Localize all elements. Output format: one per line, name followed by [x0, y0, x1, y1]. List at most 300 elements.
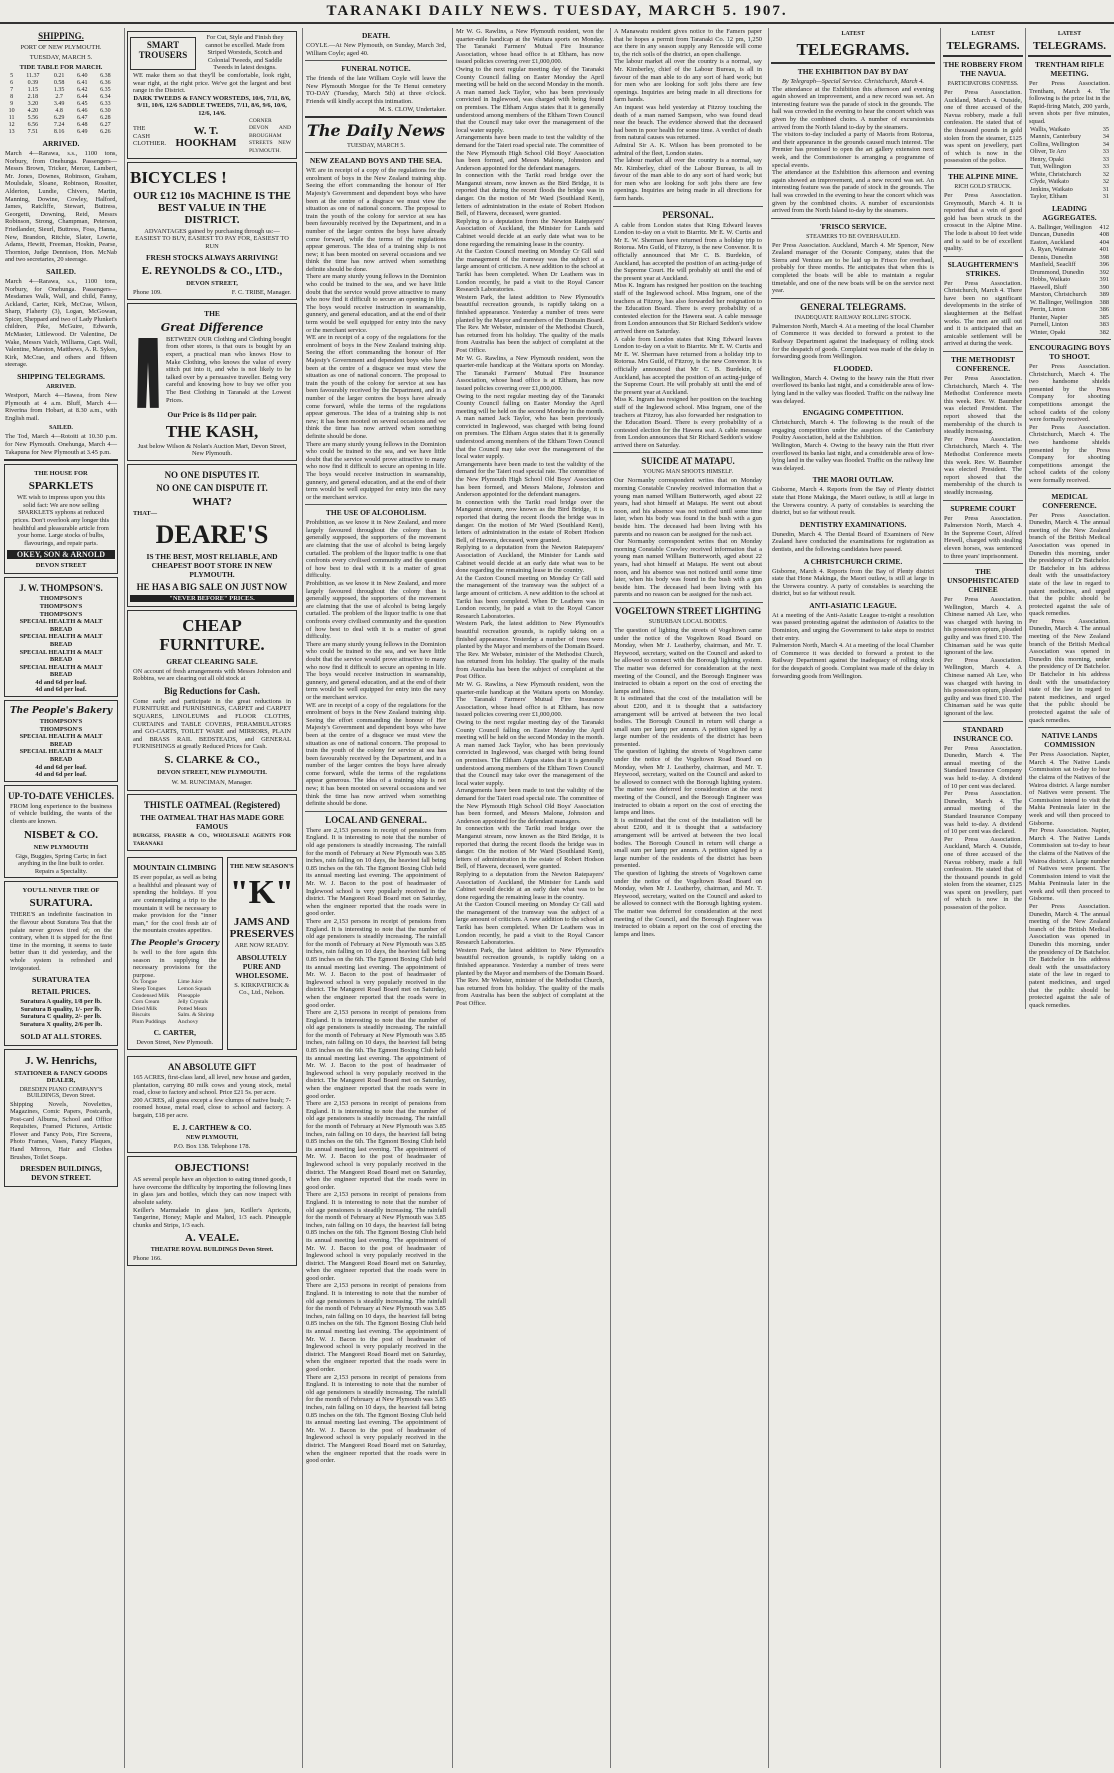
score-value: 386: [1099, 306, 1109, 314]
personal-text4: Miss K. Ingram has resigned her position on the teaching staff of the Inglewood school. Miss Ingram, one of the teachers at Fitzroy, has also forwarded her resignation to the Education Board. There is every probability of a contested election for the Hawera seat. A cable message from London announces that Sir Richard Seddon's widow arrived there on Saturday.: [614, 396, 762, 449]
col5-text4: Admiral Sir A. K. Wilson has been promoted to be admiral of the fleet, London states.: [614, 141, 762, 157]
col4-text7: Western Park, the latest addition to New Plymouth's beautiful recreation grounds, is rapidly taking on a finished appearance. Yesterday a number of trees were planted by the Mayor and members of the Domain Board. The Rev. Mr Webster, minister of the Methodist Church, has returned from his holiday. The quality of the mails from Australia has been the subject of complaint at the Post Office.: [456, 293, 605, 354]
score-row: [1030, 276, 1109, 284]
grocery-item: Salm. & Shrimp: [177, 1012, 215, 1019]
tide-row: [5, 87, 117, 94]
paper-title: The Daily News: [306, 121, 446, 141]
score-value: 389: [1099, 291, 1109, 299]
thistle-agents: BURGESS, FRASER & CO., WHOLESALE AGENTS FOR TARANAKI: [133, 833, 291, 847]
score-name: Haswell, Bluff: [1030, 283, 1067, 291]
tide-cell: 7: [10, 87, 14, 93]
thompson-title: J. W. THOMPSON'S.: [19, 583, 103, 594]
tide-row: [5, 129, 117, 136]
telegrams-arrived-title: ARRIVED.: [46, 384, 76, 391]
grocery-item: Corn Cream: [132, 999, 160, 1006]
tide-cell: 6.34: [100, 94, 111, 100]
henrichs-addr: DRESDEN PIANO COMPANY'S BUILDINGS, Devon Street.: [19, 1086, 103, 1099]
vogel-text4: It is estimated that the cost of the installation will be about £200, and it is thought that a satisfactory arrangement will be arrived at between the two local bodies. The Borough Council in return will charge a small sum per lamp per annum. A petition signed by a large number of the residents of the district has been presented.: [614, 816, 762, 870]
cheap-sub: GREAT CLEARING SALE.: [166, 656, 258, 666]
list-item: 4d and 6d per loaf.: [35, 678, 87, 686]
tide-row: [5, 122, 117, 129]
col4-text6: At the Caxton Council meeting on Monday Cr Gill said the management of the tramway was the subject of a large amount of criticism. A new addition to the school at Tariki has been completed. When Dr Leathem was in London recently, he paid a visit to the Royal Cancer Research Laboratories.: [456, 248, 604, 294]
leading-title: LEADING AGGREGATES.: [1042, 203, 1097, 222]
score-row: [1030, 156, 1109, 164]
thistle-title: THISTLE OATMEAL (Registered): [143, 800, 281, 810]
col7-latest: LATEST: [971, 31, 995, 37]
general-text: Palmerston North, March 4. At a meeting of the local Chamber of Commerce it was decided to forward a protest to the Railway Department against the inadequacy of rolling stock for the despatch of goods. Complaint was made of the delay in forwarding goods from Wellington.: [772, 322, 934, 361]
chinee-text: Per Press Association. Wellington, March 4. A Chinese named Ah Lee, who was charged with having in his possession opium, pleaded guilty and was fined £10. The Chinaman said he was quite ignorant of the law.: [944, 596, 1022, 657]
score-row: [1030, 261, 1109, 269]
medical-title: MEDICAL CONFERENCE.: [1042, 491, 1097, 510]
score-row: [1030, 239, 1109, 247]
column-4: [452, 28, 607, 1768]
col4-text19: Replying to a deputation from the Newton Ratepayers' Association of Auckland, the Minister for Lands said Cabinet would decide at an early date what was to be done regarding the remaining lease in the country.: [456, 870, 604, 901]
vogel-text: The question of lighting the streets of Vogeltown came under the notice of the Vogeltown Road Board on Monday, when Mr J. Leatherby, chairman, and Mr. T. Heywood, secretary, waited on the Council and asked to be allowed to connect with the Borough lighting system. The matter was deferred for consideration at the next meeting of the Council, and the Borough Engineer was instructed to obtain a report on the cost of erecting the lamps and lines.: [614, 626, 762, 695]
score-value: 408: [1099, 231, 1109, 239]
editorial-text3: WE are in receipt of a copy of the regulations for the enrolment of boys in the New Zealand training ship. Seeing the effort commanding the honour of Her Majesty's Government and dependent boys who have been at the centre of a disgrace we must view the situation as one of national concern. The proposal to train the youth of the colony for service at sea has been favourably received by the Department, and in a number of the larger centres the boys have already come forward, while the terms of the regulations appear generous. The idea of a training ship is not new; it has been mooted on several occasions and we think the time has now arrived when something definite should be done.: [306, 334, 446, 440]
col4-text9: Owing to the next regular meeting day of the Taranaki County Council falling on Easter Monday the April meeting will be held on the second Monday in the month. A man named Jack Taylor, who has been previously convicted in Inglewood, was charged with being found on premises. The Eltham Argus states that it is generally understood among members of the Eltham Town Council that the Council may take over the management of the local water supply.: [456, 392, 604, 461]
col4-text12: Replying to a deputation from the Newton Ratepayers' Association of Auckland, the Minister for Lands said Cabinet would decide at an early date what was to be done regarding the remaining lease in the country.: [456, 544, 604, 575]
tide-cell: 6.38: [100, 73, 111, 79]
crime-text: Gisborne, March 4. Reports from the Bay of Plenty district state that Hone Makinga, the Maori outlaw, is still at large in the Urewera country. A party of constables is searching the district, but so far without result.: [772, 567, 934, 598]
climb-text2: Is well to the fore again this season in supplying the necessary provisions for the purpose.: [133, 948, 217, 979]
list-item: THOMPSON'S: [39, 718, 83, 726]
tide-cell: 3.20: [27, 101, 39, 107]
col4-text10: Arrangements have been made to test the validity of the demand for the Taieri road special rate. The committee of the New Plymouth High School Old Boys' Association has been formed, and Messrs Malone, Johnston and Anderson appointed for the defendant managers.: [456, 460, 604, 499]
col5-text3: An inquest was held yesterday at Fitzroy touching the death of a man named Sampson, who was found dead near the beach. The evidence showed that the deceased had been in poor health for some time. A verdict of death from natural causes was returned.: [614, 103, 762, 142]
encouraging-text2: Per Press Association. Christchurch, March 4. The two handsome shields presented by the Press Company for shooting competitions amongst the school cadets of the colony were formally received.: [1029, 423, 1110, 484]
grocery-item: Sheep Tongues: [132, 985, 166, 992]
jams-maker: S. KIRKPATRICK & Co., Ltd., Nelson.: [234, 981, 290, 997]
list-item: SPECIAL HEALTH & MALT BREAD: [19, 648, 103, 664]
editorial-text4: There are many sturdy young fellows in the Dominion who could be trained to the sea, and we have little doubt that the service would prove attractive to many who now find it difficult to secure an opening in life. The boys would receive instruction in seamanship, gunnery, and general education, and at the end of their term would be well equipped for entry into the navy or the merchant service.: [306, 440, 446, 501]
grocery-item: Lime Juice: [177, 979, 203, 986]
score-value: 33: [1102, 148, 1109, 156]
suratura-text: THERE'S an indefinite fascination in the flavour about Suratura Tea that the palate never grows tired of; on the contrary, when it is sipped for the first time in the morning, it seems to taste better than it did yesterday, and the whole system is refreshed and invigorated.: [10, 911, 112, 972]
anti-text: At a meeting of the Anti-Asiatic League to-night a resolution was passed protesting against the admission of Asiatics to the Dominion, and urging the Government to take steps to restrict their entry.: [772, 611, 934, 642]
deare-line1: NO ONE DISPUTES IT.: [164, 470, 260, 481]
masthead: TARANAKI DAILY NEWS. TUESDAY, MARCH 5. 1907.: [0, 0, 1114, 24]
tide-cell: 6.29: [53, 115, 65, 121]
tide-row: [5, 108, 117, 115]
tide-row: [5, 94, 117, 101]
carthew-addr: NEW PLYMOUTH,: [185, 1134, 238, 1141]
arrived-text: March 4—Rarawa, s.s., 1100 tons, Norbury, from Onehunga. Passengers—Messrs Brown, Tricker, Mercer, Lambert, Mr. Jones, Downes, Robinson, Graham, Moulsdale, Sloane, Robinson, Rossiter, Alderton, Lundie, Chivers, Martin, Manning, Dowine, Cowley, Halford, James, Ratcliffe, Stewart, Buttress, Georgetti, Downing, Reid, Messrs Robinson, Strong, Champman, Peterson, Friedlander, Sieurl, Buttress, Foss, Hanna, New, Brandon, Ritchie, Slater, Lowrie, Adams, Hewitt, Freeman, Hoskin, Pearse, Thornton, Judge Dennison, Hon. McNab and two secretaries, 20 steerage.: [5, 150, 117, 264]
tide-cell: 6.42: [76, 87, 88, 93]
absolute-text: 165 ACRES, first-class land, all level, new house and garden, plantation, carrying 80 milk cows and young stock, metal road, close to factory and school. Price £21 5s. per acre.: [133, 1074, 291, 1097]
score-value: 385: [1099, 313, 1109, 321]
score-name: Winter, Opaki: [1030, 328, 1066, 336]
score-name: Wallis, Waikato: [1030, 125, 1070, 133]
jams-k: "K": [229, 874, 294, 912]
score-value: 392: [1099, 268, 1109, 276]
list-item: THOMPSON'S: [39, 602, 83, 610]
col4-text17: Arrangements have been made to test the validity of the demand for the Taieri road special rate. The committee of the New Plymouth High School Old Boys' Association has been formed, and Messrs Malone, Johnston and Anderson appointed for the defendant managers.: [456, 787, 604, 825]
tide-cell: 6: [10, 80, 14, 86]
deare-ad: [127, 464, 297, 607]
score-value: 383: [1099, 321, 1109, 329]
tide-cell: 2.18: [27, 94, 39, 100]
reynolds-phone: Phone 109.: [133, 289, 162, 297]
tide-cell: 6.28: [100, 115, 111, 121]
tide-cell: 6.40: [76, 73, 88, 79]
veale-phone: Phone 166.: [133, 1255, 162, 1263]
tide-cell: 6.26: [100, 129, 111, 135]
clarke-ad: [127, 610, 297, 791]
grocery-item: Dried Milk: [132, 1005, 158, 1012]
vogel-text3: The question of lighting the streets of Vogeltown came under the notice of the Vogeltown Road Board on Monday, when Mr J. Leatherby, chairman, and Mr. T. Heywood, secretary, waited on the Council and asked to be allowed to connect with the Borough lighting system. The matter was deferred for consideration at the next meeting of the Council, and the Borough Engineer was instructed to obtain a report on the cost of erecting the lamps and lines.: [614, 748, 762, 817]
col4-text8: Mr W. G. Rawlins, a New Plymouth resident, won the quarter-mile handicap at the Waitara sports on Monday. The Taranaki Farmers' Mutual Fire Insurance Association, whose head office is at Eltham, has now issued policies covering over £1,000,000.: [456, 354, 604, 392]
score-value: 32: [1102, 170, 1109, 178]
score-name: Duncan, Dunedin: [1030, 231, 1075, 239]
list-item: SPECIAL HEALTH & MALT BREAD: [19, 733, 103, 748]
alpine-title: THE ALPINE MINE.: [948, 171, 1018, 181]
reynolds-title: E. REYNOLDS & CO., LTD.,: [141, 265, 283, 278]
col4-text14: Western Park, the latest addition to New Plymouth's beautiful recreation grounds, is rapidly taking on a finished appearance. Yesterday a number of trees were planted by the Mayor and members of the Domain Board. The Rev. Mr Webster, minister of the Methodist Church, has returned from his holiday. The quality of the mails from Australia has been the subject of complaint at the Post Office.: [456, 620, 605, 681]
kash-name: THE KASH,: [165, 421, 259, 441]
tide-cell: 6.36: [100, 80, 111, 86]
engaging-text: Christchurch, March 4. The following is the result of the engaging competition under the auspices of the Canterbury Poultry Association, held at the Exhibition.: [772, 419, 934, 442]
funeral-undertaker: M. S. CLOW, Undertaker.: [378, 105, 446, 113]
clarke-name: S. CLARKE & CO.,: [164, 754, 260, 766]
col4-text3: Arrangements have been made to test the validity of the demand for the Taieri road special rate. The committee of the New Plymouth High School Old Boys' Association has been formed, and Messrs Malone, Johnston and Anderson appointed for the defendant managers.: [456, 134, 604, 172]
col4-text15: Mr W. G. Rawlins, a New Plymouth resident, won the quarter-mile handicap at the Waitara sports on Monday. The Taranaki Farmers' Mutual Fire Insurance Association, whose head office is at Eltham, has now issued policies covering over £1,000,000.: [456, 681, 604, 719]
okey-title: OKEY, SON & ARNOLD: [7, 550, 115, 559]
score-name: Easton, Auckland: [1030, 238, 1075, 246]
chinee-title: THE UNSOPHISTICATED CHINEE: [947, 567, 1019, 595]
tide-cell: 10: [8, 108, 15, 114]
col5-text1: A Manawatu resident gives notice to the Famers paper that he hopes a permit from Taranaki Co. 12 pm, 1,250 ace there in any season supply any Renoside will come to, the rich soils of the district, an open challenge.: [614, 28, 762, 58]
anti-title: ANTI-ASIATIC LEAGUE.: [809, 600, 897, 610]
retail-title: RETAIL PRICES.: [31, 987, 91, 997]
score-value: 34: [1102, 133, 1109, 141]
score-value: 398: [1099, 253, 1109, 261]
native-text2: Per Press Association. Napier, March 4. The Native Lands Commission sat to-day to hear the claims of the Natives of the Wairoa district. A large number of Natives were present. The Commission intend to visit the Mahia Peninsula later in the week and will then proceed to Gisborne.: [1029, 827, 1110, 903]
methodist-text2: Per Press Association. Christchurch, March 4. The Methodist Conference meets this week. Rev. W. Baumber was elected President. The report showed that the membership of the church is steadily increasing.: [944, 435, 1022, 496]
score-name: Drummond, Dunedin: [1030, 268, 1084, 276]
methodist-text: Per Press Association. Christchurch, March 4. The Methodist Conference meets this week. Rev. W. Baumber was elected President. The report showed that the membership of the church is steadily increasing.: [944, 375, 1022, 436]
score-row: [1030, 291, 1109, 299]
nisbet-sub: NEW PLYMOUTH: [33, 843, 89, 851]
col4-text1: Mr W. G. Rawlins, a New Plymouth resident, won the quarter-mile handicap at the Waitara sports on Monday. The Taranaki Farmers' Mutual Fire Insurance Association, whose head office is at Eltham, has now issued policies covering over £1,000,000.: [456, 28, 604, 66]
score-row: [1030, 224, 1109, 232]
col6-latest: LATEST: [841, 31, 865, 37]
carter-name: C. CARTER,: [153, 1028, 197, 1038]
col4-text2: Owing to the next regular meeting day of the Taranaki County Council falling on Easter Monday the April meeting will be held on the second Monday in the month. A man named Jack Taylor, who has been previously convicted in Inglewood, was charged with being found on premises. The Eltham Argus states that it is generally understood among members of the Eltham Town Council that the Council may take over the management of the local water supply.: [456, 65, 604, 134]
vogel-sub: SUBURBAN LOCAL BODIES.: [648, 618, 728, 625]
score-name: Henry, Opaki: [1030, 155, 1064, 163]
score-name: Clyde, Waikato: [1030, 178, 1069, 186]
score-name: Oliver, Te Aro: [1030, 148, 1067, 156]
alpine-sub: RICH GOLD STRUCK.: [954, 183, 1012, 190]
shipping-telegrams-title: SHIPPING TELEGRAMS.: [17, 372, 105, 382]
native-text: Per Press Association. Napier, March 4. The Native Lands Commission sat to-day to hear the claims of the Natives of the Wairoa district. A large number of Natives were present. The Commission intend to visit the Mahia Peninsula later in the week and will then proceed to Gisborne.: [1029, 751, 1110, 827]
alcohol-text2: Prohibition, as we know it in New Zealand, and more largely favoured throughout the colony than is generally supposed, the supporters of the movement are claiming that the use of alcohol is being largely curtailed. The problem of the liquor traffic is one that confronts every civilised community and the question of how best to deal with it is a matter of great difficulty.: [306, 580, 446, 641]
matapu-title: SUICIDE AT MATAPU.: [641, 456, 735, 467]
vogel-text2: It is estimated that the cost of the installation will be about £200, and it is thought that a satisfactory arrangement will be arrived at between the two local bodies. The Borough Council in return will charge a small sum per lamp per annum. A petition signed by a large number of the residents of the district has been presented.: [614, 695, 762, 748]
navua-text: Per Press Association. Auckland, March 4. Outside, one of three accused of the Navua robbery, made a full confession. He stated that of the thousand pounds in gold stolen from the steamer, £125 was spent on jewellery, part of which is now in the possession of the police.: [944, 89, 1022, 165]
score-name: Collins, Wellington: [1030, 140, 1080, 148]
score-value: 391: [1099, 276, 1109, 284]
dental-title: DENTISTRY EXAMINATIONS.: [799, 519, 907, 529]
col4-text20: At the Caxton Council meeting on Monday Cr Gill said the management of the tramway was the subject of a large amount of criticism. A new addition to the school at Tariki has been completed. When Dr Leathem was in London recently, he paid a visit to the Royal Cancer Research Laboratories.: [456, 901, 604, 947]
col5-text2: The labour market all over the country is a normal, say Mr. Kimberley, chief of the Labour Bureau, is all in favour of the man able to do any sort of hard work; but for men who are looking for soft jobs there are few openings. Inquiries are being made in all directions for farm hands.: [614, 58, 762, 104]
score-name: Marston, Christchurch: [1030, 291, 1087, 299]
climb-text: IS ever popular, as well as being a healthful and pleasant way of spending the holidays. If you are contemplating a trip to the mountain it will be necessary to make provision for the "inner man," for the cool fresh air of the mountain creates appetites.: [133, 874, 217, 935]
col6-telegrams-title: TELEGRAMS.: [796, 40, 910, 59]
tide-row: [5, 73, 117, 80]
jams-ad: [227, 857, 297, 1050]
anti-text2: Palmerston North, March 4. At a meeting of the local Chamber of Commerce it was decided to forward a protest to the Railway Department against the inadequacy of rolling stock for the despatch of goods. Complaint was made of the delay in forwarding goods from Wellington.: [772, 642, 934, 680]
vogel-title: VOGELTOWN STREET LIGHTING: [614, 605, 762, 616]
engaging-title: ENGAGING COMPETITION.: [802, 408, 904, 418]
list-item: SPECIAL HEALTH & MALT BREAD: [19, 663, 103, 679]
score-row: [1030, 193, 1109, 201]
deare-title: DEARE'S: [155, 519, 269, 549]
veale-ad: [127, 1156, 297, 1266]
list-item: 4d and 6d per loaf.: [35, 686, 87, 694]
tide-cell: 5: [10, 73, 14, 79]
deare-sale: HE HAS A BIG SALE ON JUST NOW: [136, 581, 288, 592]
tide-cell: 6.48: [76, 122, 88, 128]
score-value: 390: [1099, 283, 1109, 291]
score-name: W. Ballinger, Wellington: [1030, 298, 1093, 306]
nisbet-text: Gigs, Buggies, Spring Carts; in fact anything in the line built to order. Repairs a Speciality.: [15, 852, 107, 875]
tide-cell: 6.49: [76, 129, 88, 135]
col7-telegrams-right: TELEGRAMS.: [1032, 40, 1107, 52]
smart-text: WE make them so that they'll be comfortable, look right, wear right, at the right price. We've got the largest and best range in the District.: [133, 71, 291, 95]
grocery-item: Biscuits: [132, 1012, 151, 1019]
bakery-title: The People's Bakery: [9, 706, 113, 717]
personal-text2: Miss K. Ingram has resigned her position on the teaching staff of the Inglewood school. Miss Ingram, one of the teachers at Fitzroy, has also forwarded her resignation to the Education Board. There is every probability of a contested election for the Hawera seat. A cable message from London announces that Sir Richard Seddon's widow arrived there on Saturday.: [614, 282, 762, 335]
col4-text18: In connection with the Tariki road bridge over the Manganui stream, now known as the Bird Bridge, it is reported that during the recent floods the bridge was in danger. On the motion of Mr Ward (Southland Kent), letters of administration in the estate of Robert Hodson Bell, of Hawera, deceased, were granted.: [456, 825, 604, 871]
score-row: [1030, 148, 1109, 156]
score-row: [1030, 314, 1109, 322]
vogel-text5: The question of lighting the streets of Vogeltown came under the notice of the Vogeltown Road Board on Monday, when Mr J. Leatherby, chairman, and Mr. T. Heywood, secretary, waited on the Council and asked to be allowed to connect with the Borough lighting system. The matter was deferred for consideration at the next meeting of the Council, and the Borough Engineer was instructed to obtain a report on the cost of erecting the lamps and lines.: [614, 869, 762, 938]
list-item: Suratura X quality, 2/6 per lb.: [19, 1020, 103, 1028]
thistle-ad: [127, 794, 297, 851]
climb-title: MOUNTAIN CLIMBING: [133, 863, 217, 873]
grocery-ad: [127, 857, 223, 1050]
henrichs-bottom: DRESDEN BUILDINGS, DEVON STREET.: [20, 1164, 102, 1183]
tide-cell: 1.35: [53, 87, 65, 93]
medical-text2: Per Press Association. Dunedin, March 4. The annual meeting of the New Zealand branch of the British Medical Association was opened in Dunedin this morning, under the presidency of Dr Batchelor. Dr Batchelor in his address dealt with the unsatisfactory state of the law in regard to patent medicines, and urged that the public should be protected against the sale of quack remedies.: [1029, 617, 1110, 724]
suratura-top: YOU'LL NEVER TIRE OF: [22, 887, 100, 895]
thistle-sub: THE OATMEAL THAT HAS MADE GORE FAMOUS: [140, 813, 284, 831]
sparklets-text: WE wish to impress upon you this solid fact: We are now selling SPARKLETS syphons at reduced prices. Don't overlook any longer this healthful and pleasurable article from your home. Large stocks of bulbs, flavourings, and repair parts.: [12, 494, 110, 547]
cheap-text: ON account of fresh arrangements with Messrs Johnston and Robbins, we are clearing out all old stock at: [133, 667, 291, 683]
native-text3: Per Press Association. Dunedin, March 4. The annual meeting of the New Zealand branch of the British Medical Association was opened in Dunedin this morning, under the presidency of Dr Batchelor. Dr Batchelor in his address dealt with the unsatisfactory state of the law in regard to patent medicines, and urged that the public should be protected against the sale of quack remedies.: [1029, 903, 1110, 1009]
navua-title: THE ROBBERY FROM THE NAVUA.: [943, 60, 1023, 78]
grocery-item: Plum Puddings: [132, 1018, 167, 1025]
alcohol-text4: WE are in receipt of a copy of the regulations for the enrolment of boys in the New Zealand training ship. Seeing the effort commanding the honour of Her Majesty's Government and dependent boys who have been at the centre of a disgrace we must view the situation as one of national concern. The proposal to train the youth of the colony for service at sea has been favourably received by the Department, and in a number of the larger centres the boys have already come forward, while the terms of the regulations appear generous. The idea of a training ship is not new; it has been mooted on several occasions and we think the time has now arrived when something definite should be done.: [306, 701, 446, 808]
col4-text16: Owing to the next regular meeting day of the Taranaki County Council falling on Easter Monday the April meeting will be held on the second Monday in the month. A man named Jack Taylor, who has been previously convicted in Inglewood, was charged with being found on premises. The Eltham Argus states that it is generally understood among members of the Eltham Town Council that the Council may take over the management of the local water supply.: [456, 719, 604, 787]
henrichs-sub: STATIONER & FANCY GOODS DEALER,: [14, 1069, 108, 1084]
local-text3: There are 2,153 persons in receipt of pensions from England. It is interesting to note that the number of old age pensioners is steadily increasing. The rainfall for the month of February at New Plymouth was 3.85 inches, rain falling on 10 days, the heaviest fall being 0.85 inches on the 6th. The Egmont Boxing Club held its annual meeting last evening. The appointment of Mr. W. J. Bacon to the post of headmaster of Inglewood school is very popularly received in the district. The Mangorei Road Board met on Saturday, when the engineer reported that the roads were in good order.: [306, 1009, 446, 1100]
alcohol-text3: There are many sturdy young fellows in the Dominion who could be trained to the sea, and we have little doubt that the service would prove attractive to many who now find it difficult to secure an opening in life. The boys would receive instruction in seamanship, gunnery, and general education, and at the end of their term would be well equipped for entry into the navy or the merchant service.: [306, 640, 446, 701]
kash-addr: Just below Wilson & Nolan's Auction Mart, Devon Street, New Plymouth.: [137, 442, 287, 458]
column-6: [768, 28, 937, 1768]
list-item: THOMPSON'S: [39, 725, 83, 733]
flooded-text: Wellington, March 4. Owing to the heavy rain the Hutt river overflowed its banks last night, and a considerable area of low-lying land in the valley was flooded. Traffic on the railway line was delayed.: [772, 374, 934, 405]
suratura-tea: SURATURA TEA: [32, 975, 90, 985]
suratura-title: SURATURA.: [29, 897, 93, 910]
col7-latest-right: LATEST: [1057, 31, 1082, 37]
telegrams-sailed-title: SAILED.: [49, 425, 73, 432]
tide-cell: 6.56: [27, 122, 39, 128]
editorial-text2: There are many sturdy young fellows in the Dominion who could be trained to the sea, and we have little doubt that the service would prove attractive to many who now find it difficult to secure an opening in life. The boys would receive instruction in seamanship, gunnery, and general education, and at the end of their term would be well equipped for entry into the navy or the merchant service.: [306, 273, 446, 334]
grocery-item: Pineapple: [177, 992, 200, 999]
sold-line: SOLD AT ALL STORES.: [20, 1031, 102, 1041]
col4-text21: Western Park, the latest addition to New Plymouth's beautiful recreation grounds, is rapidly taking on a finished appearance. Yesterday a number of trees were planted by the Mayor and members of the Domain Board. The Rev. Mr Webster, minister of the Methodist Church, has returned from his holiday. The quality of the mails from Australia has been the subject of complaint at the Post Office.: [456, 946, 605, 1007]
alcohol-head: THE USE OF ALCOHOLISM.: [325, 508, 427, 518]
matapu-sub: YOUNG MAN SHOOTS HIMSELF.: [642, 469, 734, 476]
tide-cell: 5.56: [27, 115, 39, 121]
score-row: [1030, 231, 1109, 239]
absolute-title: AN ABSOLUTE GIFT: [167, 1062, 257, 1073]
list-item: THOMPSON'S: [39, 610, 83, 618]
tide-row: [5, 115, 117, 122]
list-item: 4d and 6d per loaf.: [35, 771, 87, 779]
tide-cell: 4.8: [55, 108, 63, 114]
kash-title: Great Difference: [160, 320, 264, 334]
henrichs-ad: [4, 1049, 118, 1188]
okey-sub: DEVON STREET: [35, 562, 87, 570]
objections-title: OBJECTIONS!: [174, 1162, 250, 1175]
standard-text2: Per Press Association. Dunedin, March 4. The annual meeting of the Standard Insurance Company was held to-day. A dividend of 10 per cent was declared.: [944, 790, 1022, 836]
tide-cell: 0.39: [27, 80, 39, 86]
tide-cell: 6.35: [100, 87, 111, 93]
tide-cell: 3.49: [53, 101, 65, 107]
slaughter-title: SLAUGHTERMEN'S STRIKES.: [947, 259, 1019, 278]
tide-cell: 7.51: [27, 129, 39, 135]
deare-never: "NEVER BEFORE" PRICES.: [130, 595, 294, 602]
frisco-title: 'FRISCO SERVICE.: [819, 221, 887, 231]
arrived-title: ARRIVED.: [42, 139, 80, 148]
score-name: Tutt, Wellington: [1030, 163, 1072, 171]
tide-cell: 11.37: [26, 73, 40, 79]
score-value: 382: [1099, 328, 1109, 336]
tide-cell: 0.21: [53, 73, 65, 79]
local-text6: There are 2,153 persons in receipt of pensions from England. It is interesting to note that the number of old age pensioners is steadily increasing. The rainfall for the month of February at New Plymouth was 3.85 inches, rain falling on 10 days, the heaviest fall being 0.85 inches on the 6th. The Egmont Boxing Club held its annual meeting last evening. The appointment of Mr. W. J. Bacon to the post of headmaster of Inglewood school is very popularly received in the district. The Mangorei Road Board met on Saturday, when the engineer reported that the roads were in good order.: [306, 1282, 446, 1373]
henrichs-title: J. W. Henrichs,: [25, 1054, 97, 1067]
carter-addr: Devon Street, New Plymouth.: [136, 1039, 214, 1047]
score-value: 35: [1102, 125, 1109, 133]
henrichs-text: Shipping Novels, Novelettes, Magazines, Comic Papers, Postcards, Post-card Albums, School and Office Requisites, Framed Pictures, Artistic Flower and Fancy Pots, Fire Screens, Photo Frames, Vases, Fancy Plaques, Hand Mirrors, Hair and Clothes Brushes, Toilet Soaps.: [10, 1100, 112, 1161]
tide-cell: 6.47: [76, 115, 88, 121]
death-title: DEATH.: [362, 31, 390, 40]
grocery-item: Condensed Milk: [132, 992, 170, 999]
hookham-right: CORNER DEVON AND BROUGHAM STREETS NEW PLYMOUTH.: [249, 117, 291, 154]
tide-table: [5, 73, 117, 136]
tide-cell: 7.24: [53, 122, 65, 128]
col7-left: [941, 28, 1026, 1009]
score-value: 396: [1099, 261, 1109, 269]
grocery-item: Ox Tongue: [132, 979, 157, 986]
score-row: [1030, 141, 1109, 149]
tide-row: [5, 101, 117, 108]
carthew-name: E. J. CARTHEW & CO.: [172, 1122, 252, 1132]
score-name: Dennis, Dunedin: [1030, 253, 1073, 261]
score-name: A. Ballinger, Wellington: [1030, 223, 1092, 231]
smart-side: For Cut, Style and Finish they cannot be excelled. Made from Striped Worsteds, Scotch and Colonial Tweeds, and Saddle Tweeds in latest designs.: [205, 34, 285, 72]
list-item: SPECIAL HEALTH & MALT BREAD: [19, 748, 103, 764]
general-sub: INADEQUATE RAILWAY ROLLING STOCK.: [794, 314, 912, 321]
col4-text5: Replying to a deputation from the Newton Ratepayers' Association of Auckland, the Minister for Lands said Cabinet would decide at an early date what was to be done regarding the remaining lease in the country.: [456, 217, 604, 248]
paper-date: TUESDAY, MARCH 5.: [347, 143, 405, 150]
grocery-item: Anchovy: [177, 1018, 199, 1025]
crime-title: A CHRISTCHURCH CRIME.: [803, 556, 903, 566]
alpine-text: Per Press Association. Greymouth, March 4. It is reported that a vein of good gold has been struck in the crosscut in the Alpine Mine. The lode is about 10 feet wide and is said to be of excellent quality.: [944, 191, 1022, 253]
score-row: [1030, 299, 1109, 307]
local-text4: There are 2,153 persons in receipt of pensions from England. It is interesting to note that the number of old age pensioners is steadily increasing. The rainfall for the month of February at New Plymouth was 3.85 inches, rain falling on 10 days, the heaviest fall being 0.85 inches on the 6th. The Egmont Boxing Club held its annual meeting last evening. The appointment of Mr. W. J. Bacon to the post of headmaster of Inglewood school is very popularly received in the district. The Mangorei Road Board met on Saturday, when the engineer reported that the roads were in good order.: [306, 1100, 446, 1191]
deare-line2: NO ONE CAN DISPUTE IT.: [156, 483, 268, 494]
objections-text: AS several people have an objection to eating tinned goods, I have overcome the difficulty by importing the following lines in glass jars and bottles, which they can now inspect with absolute safety.: [133, 1176, 291, 1206]
reynolds-ad: [127, 162, 297, 300]
score-row: [1030, 329, 1109, 337]
jams-text: ARE NOW READY.: [234, 942, 289, 950]
maori-text: Gisborne, March 4. Reports from the Bay of Plenty district state that Hone Makinga, the Maori outlaw, is still at large in the Urewera country. A party of constables is searching the district, but so far without result.: [772, 486, 934, 517]
tide-cell: 9: [10, 101, 14, 107]
column-7: [940, 28, 1113, 1768]
carthew-ad: [127, 1056, 297, 1153]
supreme-title: SUPREME COURT: [950, 503, 1016, 513]
clarke-addr: DEVON STREET, NEW PLYMOUTH.: [157, 769, 267, 776]
smart-title: SMART TROUSERS: [130, 37, 196, 70]
score-row: [1030, 178, 1109, 186]
flooded-title: FLOODED.: [833, 363, 873, 373]
bicycles-sub: OUR £12 10s MACHINE IS THE BEST VALUE IN THE DISTRICT.: [133, 189, 291, 226]
deare-that: THAT—: [133, 510, 158, 518]
col5-text5: The labour market all over the country is a normal, say Mr. Kimberley, chief of the Labour Bureau, is all in favour of the man able to do any sort of hard work; but for men who are looking for soft jobs there are few openings. Inquiries are being made in all directions for farm hands.: [614, 157, 762, 203]
score-value: 32: [1102, 178, 1109, 186]
score-value: 31: [1102, 185, 1109, 193]
tide-cell: 2.7: [55, 94, 63, 100]
column-5: [610, 28, 765, 1768]
column-2: [124, 28, 299, 1768]
medical-text: Per Press Association. Dunedin, March 4. The annual meeting of the New Zealand branch of the British Medical Association was opened in Dunedin this morning, under the presidency of Dr Batchelor. Dr Batchelor in his address dealt with the unsatisfactory state of the law in regard to patent medicines, and urged that the public should be protected against the sale of quack remedies.: [1029, 511, 1110, 618]
exhibition-text2: The visitors to-day included a party of Maoris from Rotorua, and their appearance in the grounds caused much interest. The Premier has promised to open the art gallery extension next week, and the Commissioner is arranging a programme of special events.: [772, 131, 934, 169]
alcohol-text: Prohibition, as we know it in New Zealand, and more largely favoured throughout the colony than is generally supposed, the supporters of the movement are claiming that the use of alcohol is being largely curtailed. The problem of the liquor traffic is one that confronts every civilised community and the question of how best to deal with it is a matter of great difficulty.: [306, 519, 446, 580]
objections-list: Keiller's Marmalade in glass jars, Keiller's Apricots, Tangerine, Honey; Maple and Malted, 1/3 each. Pineapple chunks and Strips, 1/3 each.: [133, 1206, 291, 1229]
score-value: 401: [1099, 246, 1109, 254]
cheap-title: CHEAP FURNITURE.: [159, 615, 265, 654]
col4-text13: At the Caxton Council meeting on Monday Cr Gill said the management of the tramway was the subject of a large amount of criticism. A new addition to the school at Tariki has been completed. When Dr Leathem was in London recently, he paid a visit to the Royal Cancer Research Laboratories.: [456, 574, 604, 620]
telegrams-sailed-text: The Tod, March 4—Rotoiti at 10.30 p.m. for New Plymouth. Onehunga, March 4—Takapuna for New Plymouth at 3.45 p.m.: [5, 433, 117, 456]
score-name: Jenkins, Waikato: [1030, 185, 1073, 193]
exhibition-title: THE EXHIBITION DAY BY DAY: [797, 67, 909, 76]
personal-text: A cable from London states that King Edward leaves London to-day on a visit to Biarritz. Mr E. W. Curtis and Mr E. W. Sherman have returned from a holiday trip to Rotorua. Mrs Guild, of Fitzroy, is the new Convenor. It is officially announced that Mr C. B. Burdekin, of Auckland, has accepted the position of an acting-judge of the Supreme Court. He will probably sit until the end of the present year at Auckland.: [614, 221, 762, 282]
bicycles-stock: FRESH STOCKS ALWAYS ARRIVING!: [145, 253, 279, 263]
tide-cell: 11: [8, 115, 15, 121]
absolute-text2: 200 ACRES, all grass except a few clumps of native bush; 7-roomed house, metal road, close to school and factory. A bargain, £18 per acre.: [133, 1096, 291, 1120]
maori-title: THE MAORI OUTLAW.: [812, 475, 894, 485]
local-head: LOCAL AND GENERAL.: [325, 814, 427, 825]
editorial-text: WE are in receipt of a copy of the regulations for the enrolment of boys in the New Zealand training ship. Seeing the effort commanding the honour of Her Majesty's Government and dependent boys who have been at the centre of a disgrace we must view the situation as one of national concern. The proposal to train the youth of the colony for service at sea has been favourably received by the Department, and in a number of the larger centres the boys have already come forward, while the terms of the regulations appear generous. The idea of a training ship is not new; it has been mooted on several occasions and we think the time has now arrived when something definite should be done.: [306, 167, 446, 273]
grocery-item: Potted Meats: [177, 1005, 208, 1012]
score-row: [1030, 254, 1109, 262]
general-title: GENERAL TELEGRAMS.: [800, 301, 906, 312]
smart-prices: DARK TWEEDS & FANCY WORSTEDS, 10/6, 7/11, 8/6, 9/11, 10/6, 12/6 SADDLE TWEEDS, 7/11, 8/6, 9/6, 10/6, 12/6, 14/6.: [133, 94, 291, 117]
score-value: 33: [1102, 155, 1109, 163]
list-item: Suratura C quality, 2/- per lb.: [20, 1013, 102, 1021]
grocery-item: Lemon Squash: [177, 985, 212, 992]
methodist-title: THE METHODIST CONFERENCE.: [951, 355, 1015, 374]
col4-text11: In connection with the Tariki road bridge over the Manganui stream, now known as the Bird Bridge, it is reported that during the recent floods the bridge was in danger. On the motion of Mr Ward (Southland Kent), letters of administration in the estate of Robert Hodson Bell, of Hawera, deceased, were granted.: [456, 498, 604, 544]
standard-title: STANDARD INSURANCE CO.: [953, 724, 1013, 743]
score-row: [1030, 284, 1109, 292]
tide-cell: 13: [8, 129, 15, 135]
